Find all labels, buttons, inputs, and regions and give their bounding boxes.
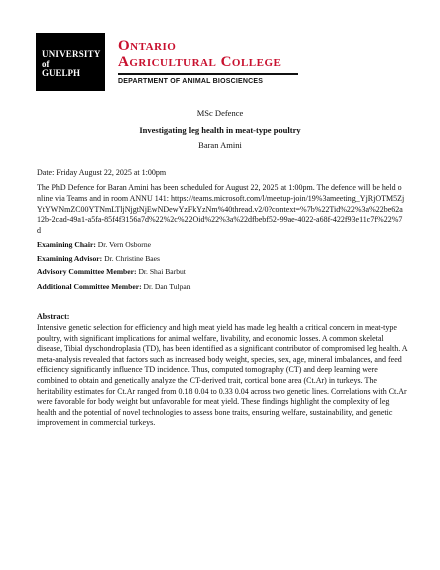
defence-date: Date: Friday August 22, 2025 at 1:00pm xyxy=(37,168,167,177)
examining-chair xyxy=(37,240,151,249)
role-value: Dr. Shai Barbut xyxy=(138,267,186,276)
role-label: Examining Advisor: xyxy=(37,254,103,263)
advisory-committee-member xyxy=(37,267,186,276)
role-value: Dr. Dan Tulpan xyxy=(143,282,191,291)
examining-advisor xyxy=(37,254,160,263)
department-name: DEPARTMENT OF ANIMAL BIOSCIENCES xyxy=(118,77,264,85)
college-header xyxy=(118,38,293,85)
role-value: Dr. Christine Baes xyxy=(104,254,161,263)
college-name-line-1: Ontario xyxy=(118,38,177,54)
role-label: Examining Chair: xyxy=(37,240,96,249)
university-logo xyxy=(36,33,105,91)
header-divider xyxy=(118,73,298,75)
logo-line-3: GUELPH xyxy=(42,68,81,78)
intro-paragraph: The PhD Defence for Baran Amini has been scheduled for August 22, 2025 at 1:00pm. The defence will be held online via Teams and in room ANNU 141: https://teams.microsoft.com/l/meetup-join/19%3ameeting_YjRjOTM5ZjYtYWNmZC00YTNmLTljNjgtNjEwNDewYzFkYzNm%40thread.v2/0?context=%7b%22Tid%22%3a%22be62a12b-2cad-49a1-a5fa-85f4f3156a7d%22%2c%22Oid%22%3a%22dfbebf52-99ae-4022-a68f-422f93e11c7f%22%7d xyxy=(37,183,405,236)
event-type: MSc Defence xyxy=(196,108,244,118)
logo-line-1: UNIVERSITY xyxy=(42,49,101,59)
abstract-heading: Abstract: xyxy=(37,312,70,321)
additional-committee-member xyxy=(37,282,191,291)
logo-line-2: of xyxy=(42,59,50,69)
role-value: Dr. Vern Osborne xyxy=(97,240,151,249)
candidate-name: Baran Amini xyxy=(198,140,242,150)
role-label: Advisory Committee Member: xyxy=(37,267,137,276)
college-name-line-2: Agricultural College xyxy=(118,54,282,70)
abstract-text: Intensive genetic selection for efficiency and high meat yield has made leg health a critical concern in meat-type poultry, with significant implications for animal welfare, livability, and economic losses. A common skeletal disease, Tibial dyschondroplasia (TD), has been identified as a significant contributor of compromised leg health. A meta-analysis revealed that factors such as increased body weight, species, sex, age, mineral imbalances, and feed efficiency significantly influence TD incidence. Thus, computed tomography (CT) and deep learning were combined to obtain and genetically analyze the CT-derived trait, cortical bone area (Ct.Ar) in turkeys. The heritability estimates for Ct.Ar ranged from 0.18 0.04 to 0.33 0.04 across two genetic lines. Correlations with Ct.Ar were favorable for body weight but unfavorable for meat yield. These findings highlight the complexity of leg health and the potential of novel technologies to assess bone traits, ensuring welfare, sustainability, and genetic improvement in commercial turkeys. xyxy=(37,323,408,428)
role-label: Additional Committee Member: xyxy=(37,282,142,291)
thesis-title: Investigating leg health in meat-type poultry xyxy=(139,125,301,135)
